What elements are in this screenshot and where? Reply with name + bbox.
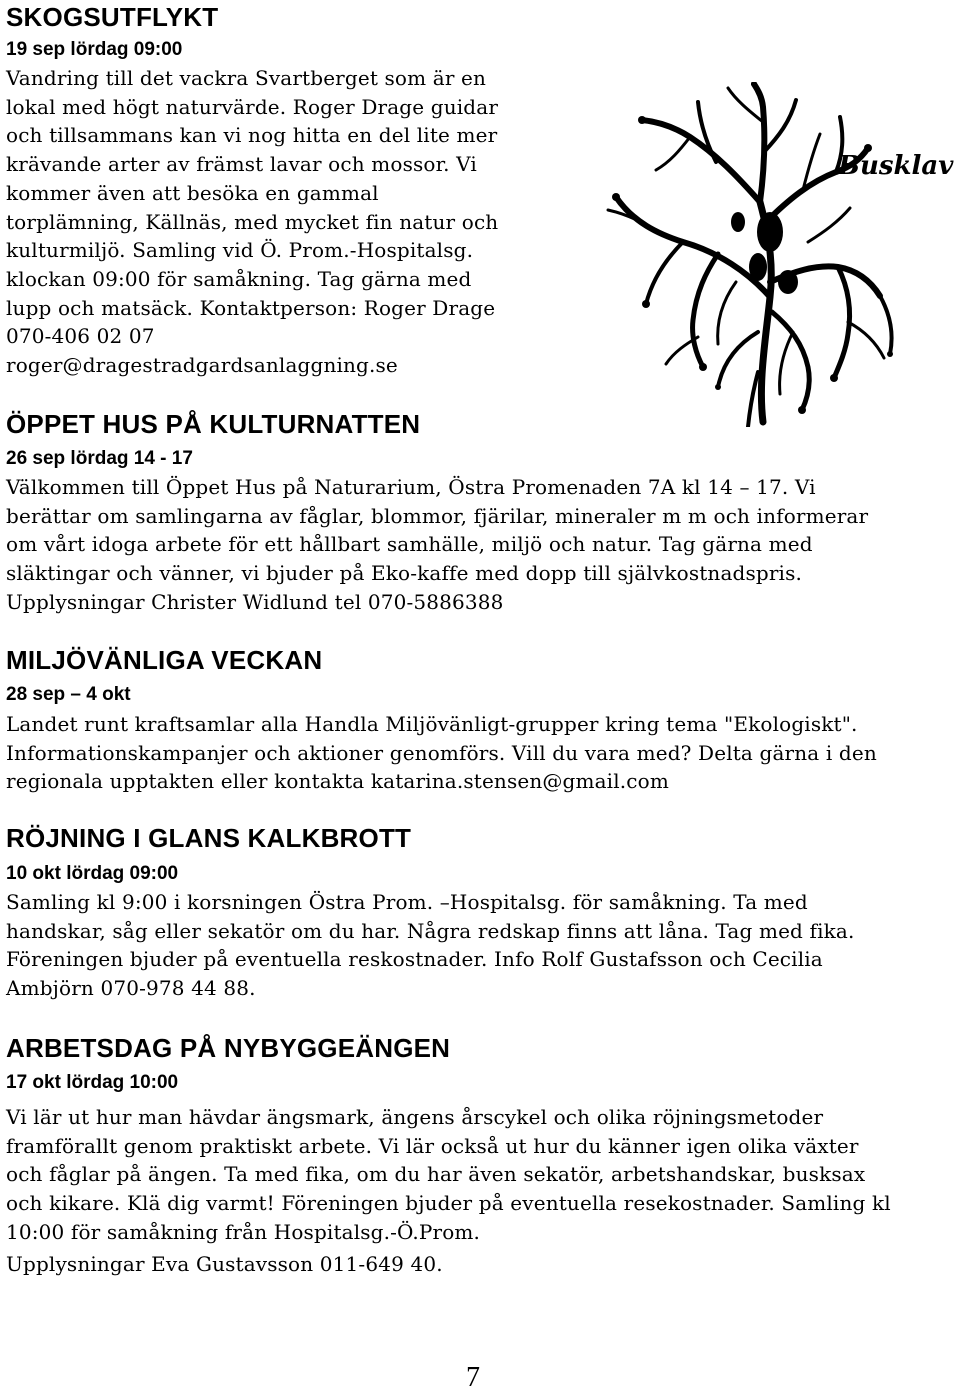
page-number: 7: [466, 1362, 480, 1393]
body-line: 10:00 för samåkning från Hospitalsg.-Ö.Prom.: [6, 1219, 481, 1244]
section-date-skogsutflykt: 19 sep lördag 09:00: [6, 39, 183, 60]
body-line: Föreningen bjuder på eventuella reskostnader. Info Rolf Gustafsson och Cecilia: [6, 947, 823, 972]
body-line: torplämning, Källnäs, med mycket fin natur och: [6, 209, 499, 234]
section-date-arbetsdag: 17 okt lördag 10:00: [6, 1072, 179, 1093]
section-title-oppet-hus: ÖPPET HUS PÅ KULTURNATTEN: [6, 409, 421, 439]
body-line: kulturmiljö. Samling vid Ö. Prom.-Hospitalsg.: [6, 238, 474, 263]
body-line: handskar, såg eller sekatör om du har. Några redskap finns att låna. Tag med fika.: [6, 918, 855, 943]
body-line: kommer även att besöka en gammal: [6, 180, 379, 205]
section-title-miljovanliga-veckan: MILJÖVÄNLIGA VECKAN: [6, 645, 323, 675]
section-title-arbetsdag: ARBETSDAG PÅ NYBYGGEÄNGEN: [6, 1033, 451, 1063]
section-date-oppet-hus: 26 sep lördag 14 - 17: [6, 448, 193, 469]
body-line: släktingar och vänner, vi bjuder på Eko-kaffe med dopp till självkostnadspris.: [6, 561, 803, 586]
body-line: lupp och matsäck. Kontaktperson: Roger Drage: [6, 295, 496, 320]
body-line: Ambjörn 070-978 44 88.: [6, 976, 256, 1001]
body-line: berättar om samlingarna av fåglar, blommor, fjärilar, mineraler m m och informerar: [6, 503, 869, 528]
lichen-illustration-icon: [598, 82, 956, 427]
body-line: Vi lär ut hur man hävdar ängsmark, ängens årscykel och olika röjningsmetoder: [6, 1105, 824, 1129]
email-link[interactable]: roger@dragestradgardsanlaggning.se: [6, 353, 398, 378]
section-title-rojning: RÖJNING I GLANS KALKBROTT: [6, 823, 412, 853]
section-body-arbetsdag: [6, 1103, 891, 1247]
body-line: Vandring till det vackra Svartberget som är en: [6, 66, 487, 90]
illustration-caption: Busklav: [838, 151, 954, 181]
body-line: framförallt genom praktiskt arbete. Vi lär också ut hur du känner igen olika växter: [6, 1133, 859, 1158]
section-title-skogsutflykt: SKOGSUTFLYKT: [6, 2, 219, 32]
section-body-miljovanliga-veckan: [6, 710, 877, 796]
contact-line: Upplysningar Eva Gustavsson 011-649 40.: [6, 1252, 443, 1276]
body-line: Välkommen till Öppet Hus på Naturarium, Östra Promenaden 7A kl 14 – 17. Vi: [6, 475, 816, 499]
body-line: 070-406 02 07: [6, 324, 155, 349]
body-line: om vårt idoga arbete för ett hållbart samhälle, miljö och natur. Tag gärna med: [6, 532, 813, 557]
section-body-rojning: [6, 888, 854, 1003]
body-line: Landet runt kraftsamlar alla Handla Miljövänligt-grupper kring tema "Ekologiskt".: [6, 712, 858, 736]
body-line: Upplysningar Christer Widlund tel 070-5886388: [6, 589, 504, 614]
body-line: regionala upptakten eller kontakta katarina.stensen@gmail.com: [6, 769, 669, 794]
body-line: lokal med högt naturvärde. Roger Drage guidar: [6, 94, 499, 119]
body-line: Informationskampanjer och aktioner genomförs. Vill du vara med? Delta gärna i den: [6, 740, 877, 765]
section-body-oppet-hus: [6, 473, 868, 617]
section-contact-arbetsdag: [6, 1250, 443, 1279]
section-date-rojning: 10 okt lördag 09:00: [6, 863, 179, 884]
section-date-miljovanliga-veckan: 28 sep – 4 okt: [6, 684, 131, 705]
body-line: och tillsammans kan vi nog hitta en del lite mer: [6, 123, 498, 148]
body-line: och kikare. Klä dig varmt! Föreningen bjuder på eventuella resekostnader. Samling kl: [6, 1191, 891, 1216]
body-line: klockan 09:00 för samåkning. Tag gärna med: [6, 266, 472, 291]
body-line: krävande arter av främst lavar och mossor. Vi: [6, 152, 477, 177]
section-body-skogsutflykt: [6, 64, 498, 380]
body-line: och fåglar på ängen. Ta med fika, om du har även sekatör, arbetshandskar, busksax: [6, 1162, 866, 1187]
body-line: Samling kl 9:00 i korsningen Östra Prom. –Hospitalsg. för samåkning. Ta med: [6, 890, 808, 914]
